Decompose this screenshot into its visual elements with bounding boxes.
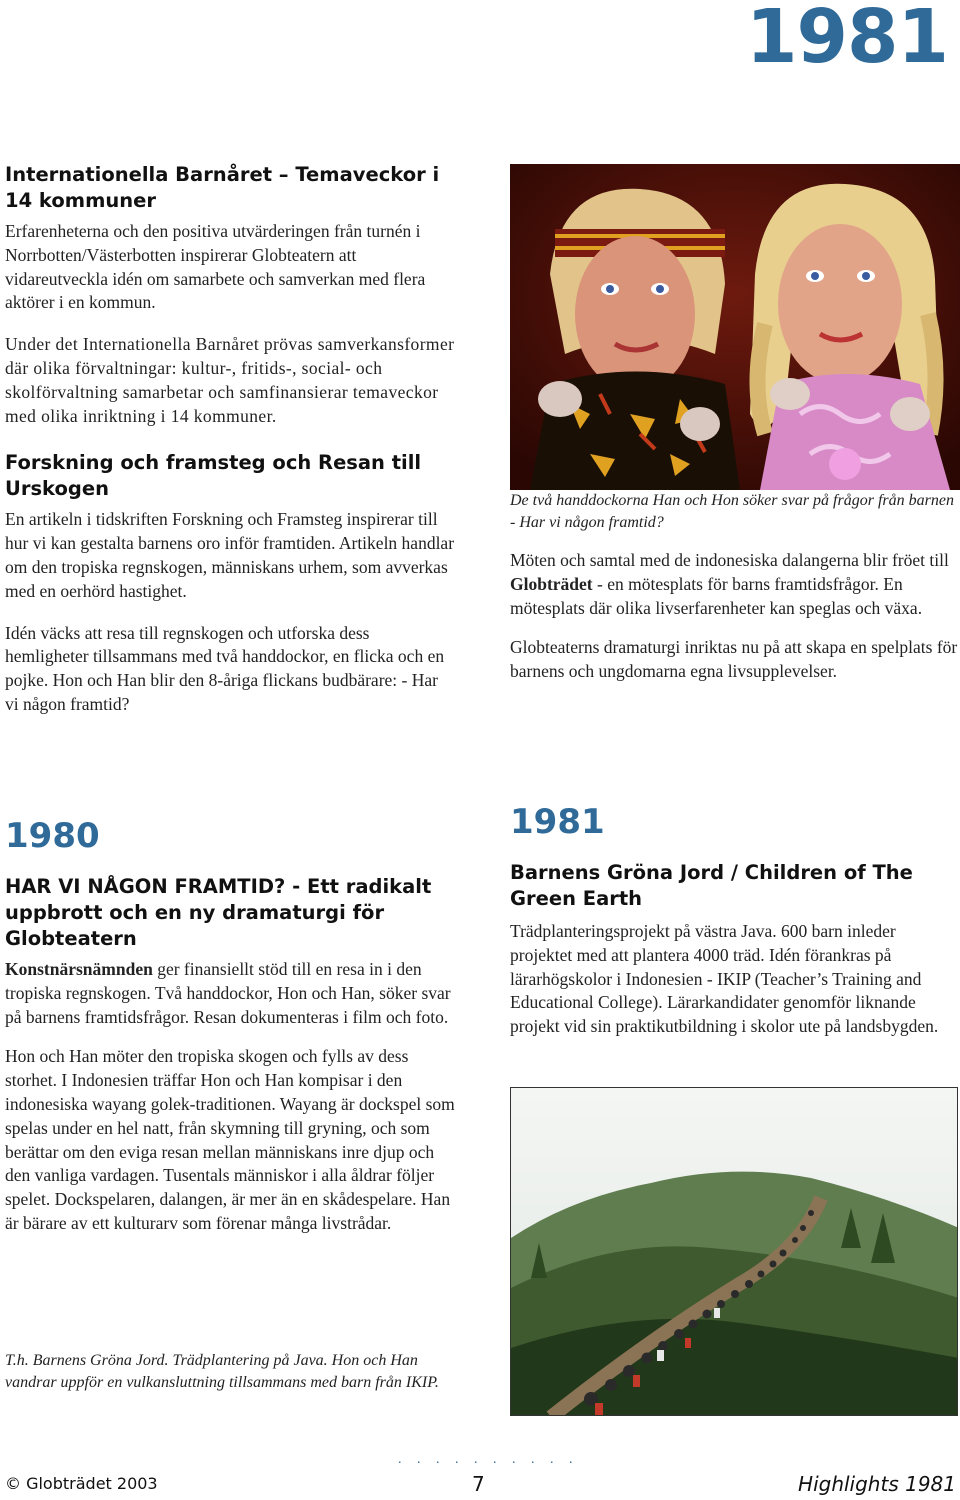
paragraph-dalangerna	[510, 549, 960, 620]
left-column-bottom	[5, 816, 455, 1236]
paragraph-barnaret: Under det Internationella Barnåret prövas samverkansformer där olika förvaltningar: kultur-, fritids-, social- och skolförvaltning samarbetar och samfinansierar temaveckor med olika inriktning i 14 kommuner.	[5, 334, 455, 426]
paragraph-konstnarsnamnden	[5, 958, 455, 1029]
java-walk-photo	[510, 1087, 958, 1416]
heading-barnaret: Internationella Barnåret – Temaveckor i 14 kommuner	[5, 163, 440, 212]
footer-page-number: 7	[472, 1472, 485, 1496]
paragraph-dramaturgi: Globteaterns dramaturgi inriktas nu på att skapa en spelplats för barnens och ungdomarna egna livsupplevelser.	[510, 637, 958, 682]
footer-copyright: © Globträdet 2003	[5, 1474, 158, 1493]
page-year: 1981	[746, 0, 948, 80]
paragraph-erfarenheterna: Erfarenheterna och den positiva utvärderingen från turnén i Norrbotten/Västerbotten inspirerar Globteatern att vidareutveckla idén om samarbete och samverkan med flera aktörer i en kommun.	[5, 221, 426, 313]
right-column-bottom	[510, 802, 960, 1039]
dalangerna-text-a: Möten och samtal med de indonesiska dalangerna blir fröet till	[510, 550, 949, 570]
dalangerna-text-b: - en mötesplats för barns framtidsfrågor. En mötesplats där olika livserfarenheter kan speglas och växa.	[510, 573, 923, 618]
year-1980: 1980	[5, 816, 100, 856]
heading-forskning: Forskning och framsteg och Resan till Urskogen	[5, 451, 422, 501]
footer-dots: . . . . . . . . . .	[398, 1452, 579, 1467]
paragraph-tradplantering: Trädplanteringsprojekt på västra Java. 600 barn inleder projektet med att plantera 4000 träd. Idén förankras på lärarhögskolor i Indonesien - IKIP (Teacher’s Training and Educational College). Lärarkandidater genomför liknande projekt vid sin praktikutbildning i skolor ute på landsbygden.	[510, 921, 939, 1037]
konstnarsnamnden-text: ger finansiellt stöd till en resa in i den tropiska regnskogen. Två handdockor, Hon och Han, söker svar på barnens framtidsfrågor. Resan dokumenteras i film och foto.	[5, 959, 451, 1027]
puppets-photo	[510, 164, 960, 490]
heading-framtid: HAR VI NÅGON FRAMTID? - Ett radikalt uppbrott och en ny dramaturgi för Globteatern	[5, 875, 432, 950]
puppets-image	[510, 164, 960, 490]
paragraph-wayang: Hon och Han möter den tropiska skogen och fylls av dess storhet. I Indonesien träffar Hon och Han kompisar i den indonesiska wayang golek-traditionen. Wayang är dockspel som spelas under en hel natt, från skymning till gryning, och som berättar om den eviga resan mellan människans inre djup och den vanliga vardagen. Tusentals människor i alla åldrar följer spelet. Dockspelaren, dalangen, är mer än en skådespelare. Han är bärare av ett kulturarv som förenar många livstrådar.	[5, 1046, 455, 1233]
heading-grona-jord: Barnens Gröna Jord / Children of The Green Earth	[510, 861, 913, 910]
paragraph-artikel: En artikeln i tidskriften Forskning och Framsteg inspirerar till hur vi kan gestalta barnens oro inför framtiden. Artikeln handlar om den tropiska regnskogen, människans urhem, som avverkas med en oerhörd hastighet.	[5, 509, 455, 601]
konstnarsnamnden-bold: Konstnärsnämnden	[5, 959, 153, 979]
caption-bottom-left	[5, 1350, 450, 1393]
footer-section-title: Highlights 1981	[798, 1472, 956, 1496]
right-column-top	[510, 490, 960, 684]
left-column-top	[5, 162, 455, 717]
globtradet-bold: Globträdet	[510, 573, 593, 594]
caption-java-walk: T.h. Barnens Gröna Jord. Trädplantering på Java. Hon och Han vandrar uppför en vulkansluttning tillsammans med barn från IKIP.	[5, 1352, 439, 1391]
java-walk-image	[511, 1088, 958, 1416]
year-1981: 1981	[510, 802, 605, 842]
paragraph-iden: Idén väcks att resa till regnskogen och utforska dess hemligheter tillsammans med två handdockor, en flicka och en pojke. Hon och Han blir den 8-åriga flickans budbärare: - Har vi någon framtid?	[5, 622, 445, 714]
caption-puppets: De två handdockorna Han och Hon söker svar på frågor från barnen - Har vi någon framtid?	[510, 492, 954, 531]
